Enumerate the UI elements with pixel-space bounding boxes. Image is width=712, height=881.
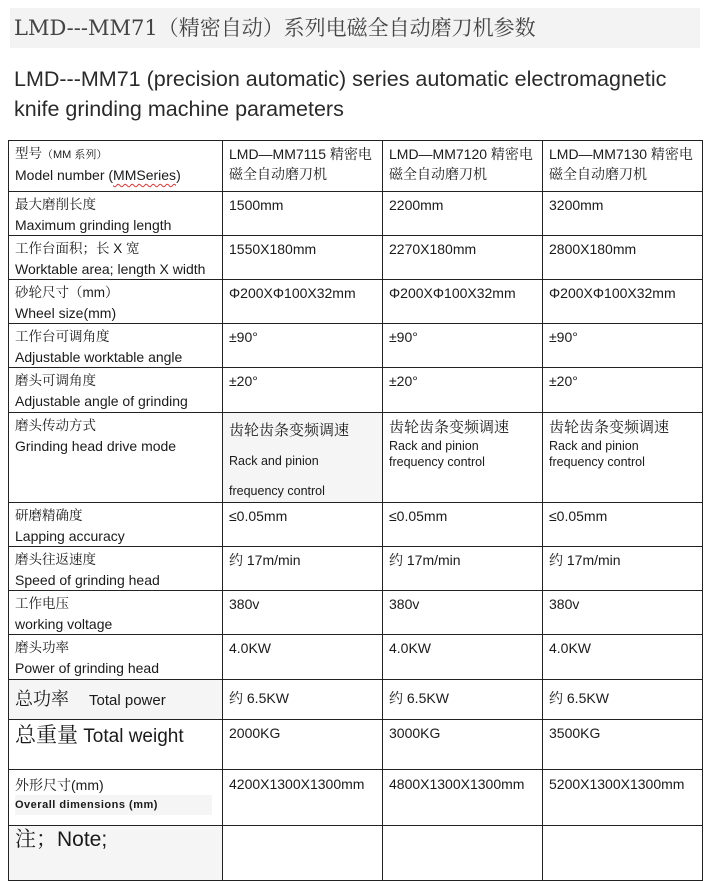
note-label: 注；Note; — [15, 828, 108, 851]
row-value: ±20° — [223, 368, 383, 413]
row-label-en-text: Total weight — [83, 726, 184, 747]
row-label-en: Lapping accuracy — [15, 528, 125, 544]
row-label-cn: 总功率 — [15, 689, 69, 709]
row-value: 约 6.5KW — [223, 680, 383, 720]
row-value: ±90° — [383, 324, 543, 368]
row-label-cn: 外形尺寸(mm) — [15, 777, 104, 793]
table-row — [9, 368, 703, 413]
table-row-total-power — [9, 680, 703, 720]
table-row — [9, 280, 703, 324]
model-label-cn: 型号 — [15, 146, 42, 161]
table-row-drive-mode — [9, 413, 703, 503]
table-row — [9, 236, 703, 280]
drive-mode-en-1: Rack and pinion — [229, 454, 319, 468]
row-label-en: Power of grinding head — [15, 660, 159, 676]
row-label — [9, 591, 223, 635]
page-title-english: LMD---MM71 (precision automatic) series automatic electromagnetic knife grinding machine parameters — [14, 67, 667, 121]
row-value: 4.0KW — [383, 635, 543, 680]
row-value: ±20° — [383, 368, 543, 413]
row-label — [9, 770, 223, 826]
row-value: 3200mm — [543, 192, 703, 236]
drive-mode-value-2 — [383, 413, 543, 503]
row-label — [9, 236, 223, 280]
row-label-en: Worktable area; length X width — [15, 261, 206, 277]
row-label-cn: 磨头往返速度 — [15, 552, 96, 567]
drive-mode-en-2: frequency control — [549, 455, 645, 469]
row-label — [9, 192, 223, 236]
row-label-cn: 磨头可调角度 — [15, 373, 96, 388]
drive-mode-value-3 — [543, 413, 703, 503]
drive-mode-cn: 齿轮齿条变频调速 — [549, 419, 670, 436]
row-value: 约 6.5KW — [543, 680, 703, 720]
row-value: 380v — [383, 591, 543, 635]
row-value: 4.0KW — [543, 635, 703, 680]
row-value: 2800X180mm — [543, 236, 703, 280]
row-value: ±20° — [543, 368, 703, 413]
row-value: Φ200XΦ100X32mm — [223, 280, 383, 324]
note-empty-cell — [543, 826, 703, 881]
parameters-table — [8, 140, 703, 881]
row-label-en: Speed of grinding head — [15, 572, 160, 588]
page-title-chinese: LMD---MM71（精密自动）系列电磁全自动磨刀机参数 — [14, 16, 536, 40]
row-label — [9, 635, 223, 680]
row-value: 1500mm — [223, 192, 383, 236]
table-row-dimensions — [9, 770, 703, 826]
model-name-3: LMD—MM7130 精密电磁全自动磨刀机 — [543, 141, 703, 192]
table-row — [9, 503, 703, 547]
row-value: 5200X1300X1300mm — [543, 770, 703, 826]
row-value: ±90° — [543, 324, 703, 368]
model-label-en-suffix: ) — [176, 167, 181, 183]
drive-mode-value-1 — [223, 413, 383, 503]
model-label-en-prefix: Model number ( — [15, 167, 114, 183]
row-value: ≤0.05mm — [383, 503, 543, 547]
row-label-cn: 磨头功率 — [15, 640, 69, 655]
drive-mode-en-2: frequency control — [389, 455, 485, 469]
row-value: 4200X1300X1300mm — [223, 770, 383, 826]
row-value: 2270X180mm — [383, 236, 543, 280]
row-label — [9, 720, 223, 770]
row-value: 1550X180mm — [223, 236, 383, 280]
row-label-cn: 工作电压 — [15, 596, 69, 611]
model-name-1: LMD—MM7115 精密电磁全自动磨刀机 — [223, 141, 383, 192]
row-label — [9, 368, 223, 413]
model-name-2: LMD—MM7120 精密电磁全自动磨刀机 — [383, 141, 543, 192]
row-label-en: Adjustable angle of grinding — [15, 393, 188, 409]
row-value: 约 6.5KW — [383, 680, 543, 720]
row-label-cn: 最大磨削长度 — [15, 197, 96, 212]
table-row — [9, 192, 703, 236]
row-value: 约 17m/min — [543, 547, 703, 591]
table-row-total-weight — [9, 720, 703, 770]
row-label — [9, 547, 223, 591]
row-label — [9, 503, 223, 547]
table-row — [9, 324, 703, 368]
row-value: Φ200XΦ100X32mm — [383, 280, 543, 324]
row-value: 3000KG — [383, 720, 543, 770]
table-header-row — [9, 141, 703, 192]
drive-mode-en-1: Rack and pinion — [389, 439, 479, 453]
row-label-en: Grinding head drive mode — [15, 438, 177, 454]
row-value: 2200mm — [383, 192, 543, 236]
row-value: 4.0KW — [223, 635, 383, 680]
row-value: ≤0.05mm — [223, 503, 383, 547]
row-value: 380v — [223, 591, 383, 635]
row-value: ≤0.05mm — [543, 503, 703, 547]
row-value: 4800X1300X1300mm — [383, 770, 543, 826]
note-empty-cell — [223, 826, 383, 881]
row-label — [9, 680, 223, 720]
drive-mode-en-2: frequency control — [229, 484, 325, 498]
row-label-en: Overall dimensions (mm) — [15, 795, 212, 815]
row-label-en: Total power — [89, 692, 166, 709]
row-label-cn: 工作台面积；长 X 宽 — [15, 241, 140, 256]
drive-mode-cn: 齿轮齿条变频调速 — [229, 422, 350, 439]
row-label — [9, 280, 223, 324]
row-value: ±90° — [223, 324, 383, 368]
row-label — [9, 413, 223, 503]
row-label — [9, 324, 223, 368]
row-label-cn: 研磨精确度 — [15, 508, 83, 523]
note-cell — [9, 826, 223, 881]
row-label-cn: 总重量 — [15, 724, 78, 747]
table-row — [9, 591, 703, 635]
row-value: Φ200XΦ100X32mm — [543, 280, 703, 324]
row-value: 约 17m/min — [223, 547, 383, 591]
row-value: 约 17m/min — [383, 547, 543, 591]
row-label-cn: 工作台可调角度 — [15, 329, 110, 344]
drive-mode-en-1: Rack and pinion — [549, 439, 639, 453]
drive-mode-cn: 齿轮齿条变频调速 — [389, 419, 510, 436]
row-label-en: Wheel size(mm) — [15, 305, 117, 321]
model-label-en-series: MMSeries — [113, 167, 177, 183]
row-label-cn: 砂轮尺寸（mm） — [15, 285, 119, 300]
row-value: 2000KG — [223, 720, 383, 770]
model-label-series-cn: （MM 系列） — [42, 149, 108, 161]
table-row — [9, 547, 703, 591]
row-label-en: Adjustable worktable angle — [15, 349, 183, 365]
note-empty-cell — [383, 826, 543, 881]
row-value: 380v — [543, 591, 703, 635]
row-label-en: Maximum grinding length — [15, 217, 172, 233]
table-row — [9, 635, 703, 680]
row-label-cn: 磨头传动方式 — [15, 418, 96, 433]
row-value: 3500KG — [543, 720, 703, 770]
table-row-note — [9, 826, 703, 881]
row-label-en: working voltage — [15, 616, 113, 632]
model-label-cell — [9, 141, 223, 192]
